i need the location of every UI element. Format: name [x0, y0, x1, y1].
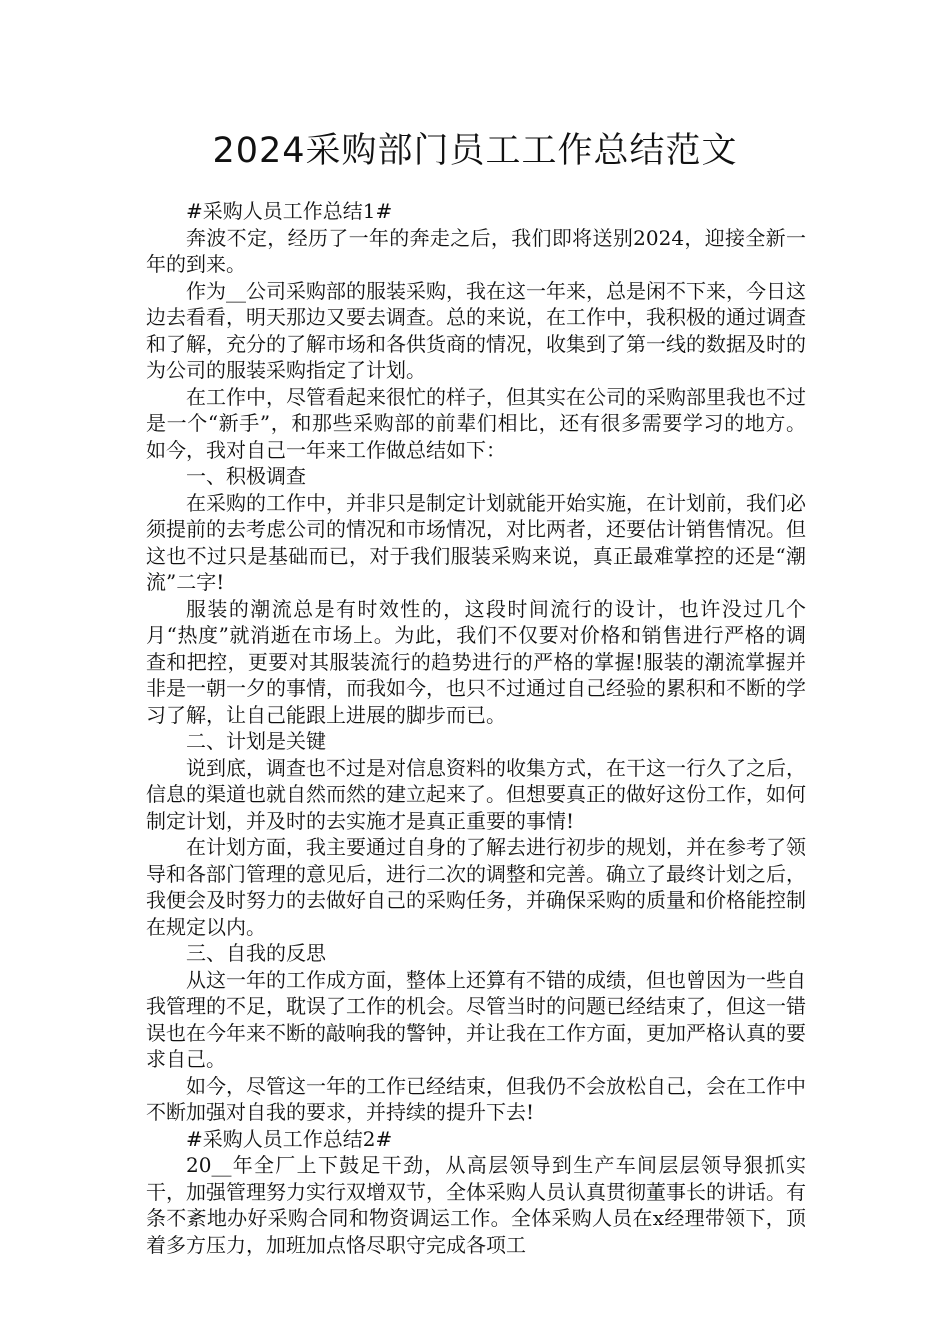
paragraph: 服装的潮流总是有时效性的，这段时间流行的设计，也许没过几个月“热度”就消逝在市场上。为此，我们不仅要对价格和销售进行严格的调查和把控，更要对其服装流行的趋势进行的严格的掌握!服装的潮流掌握并非是一朝一夕的事情，而我如今，也只不过通过自己经验的累积和不断的学习了解，让自己能跟上进展的脚步而已。 [146, 596, 806, 727]
paragraph: 在计划方面，我主要通过自身的了解去进行初步的规划，并在参考了领导和各部门管理的意见后，进行二次的调整和完善。确立了最终计划之后，我便会及时努力的去做好自己的采购任务，并确保采购的质量和价格能控制在规定以内。 [146, 835, 806, 939]
paragraph: 如今，尽管这一年的工作已经结束，但我仍不会放松自己，会在工作中不断加强对自我的要求，并持续的提升下去! [146, 1073, 806, 1124]
document-body [146, 198, 806, 1258]
subheading-planning: 二、计划是关键 [186, 729, 326, 753]
section-heading-1: #采购人员工作总结1# [186, 199, 393, 223]
document-title: 2024采购部门员工工作总结范文 [212, 131, 738, 171]
paragraph: 20__年全厂上下鼓足干劲，从高层领导到生产车间层层领导狠抓实干，加强管理努力实行双增双节，全体采购人员认真贯彻董事长的讲话。有条不紊地办好采购合同和物资调运工作。全体采购人员在x经理带领下，顶着多方压力，加班加点恪尽职守完成各项工 [146, 1153, 806, 1257]
subheading-reflection: 三、自我的反思 [186, 941, 326, 965]
paragraph: 奔波不定，经历了一年的奔走之后，我们即将送别2024，迎接全新一年的到来。 [146, 225, 806, 276]
paragraph: 作为__公司采购部的服装采购，我在这一年来，总是闲不下来，今日这边去看看，明天那边又要去调查。总的来说，在工作中，我积极的通过调查和了解，充分的了解市场和各供货商的情况，收集到了第一线的数据及时的为公司的服装采购指定了计划。 [146, 278, 806, 382]
section-heading-2: #采购人员工作总结2# [186, 1126, 393, 1151]
paragraph: 在采购的工作中，并非只是制定计划就能开始实施，在计划前，我们必须提前的去考虑公司的情况和市场情况，对比两者，还要估计销售情况。但这也不过只是基础而已，对于我们服装采购来说，真正最难掌控的还是“潮流”二字! [146, 490, 806, 594]
paragraph: 从这一年的工作成方面，整体上还算有不错的成绩，但也曾因为一些自我管理的不足，耽误了工作的机会。尽管当时的问题已经结束了，但这一错误也在今年来不断的敲响我的警钟，并让我在工作方面，更加严格认真的要求自己。 [146, 967, 806, 1071]
paragraph: 在工作中，尽管看起来很忙的样子，但其实在公司的采购部里我也不过是一个“新手”，和那些采购部的前辈们相比，还有很多需要学习的地方。如今，我对自己一年来工作做总结如下： [146, 384, 806, 462]
paragraph: 说到底，调查也不过是对信息资料的收集方式，在干这一行久了之后，信息的渠道也就自然而然的建立起来了。但想要真正的做好这份工作，如何制定计划，并及时的去实施才是真正重要的事情! [146, 755, 806, 833]
subheading-investigation: 一、积极调查 [186, 464, 306, 488]
